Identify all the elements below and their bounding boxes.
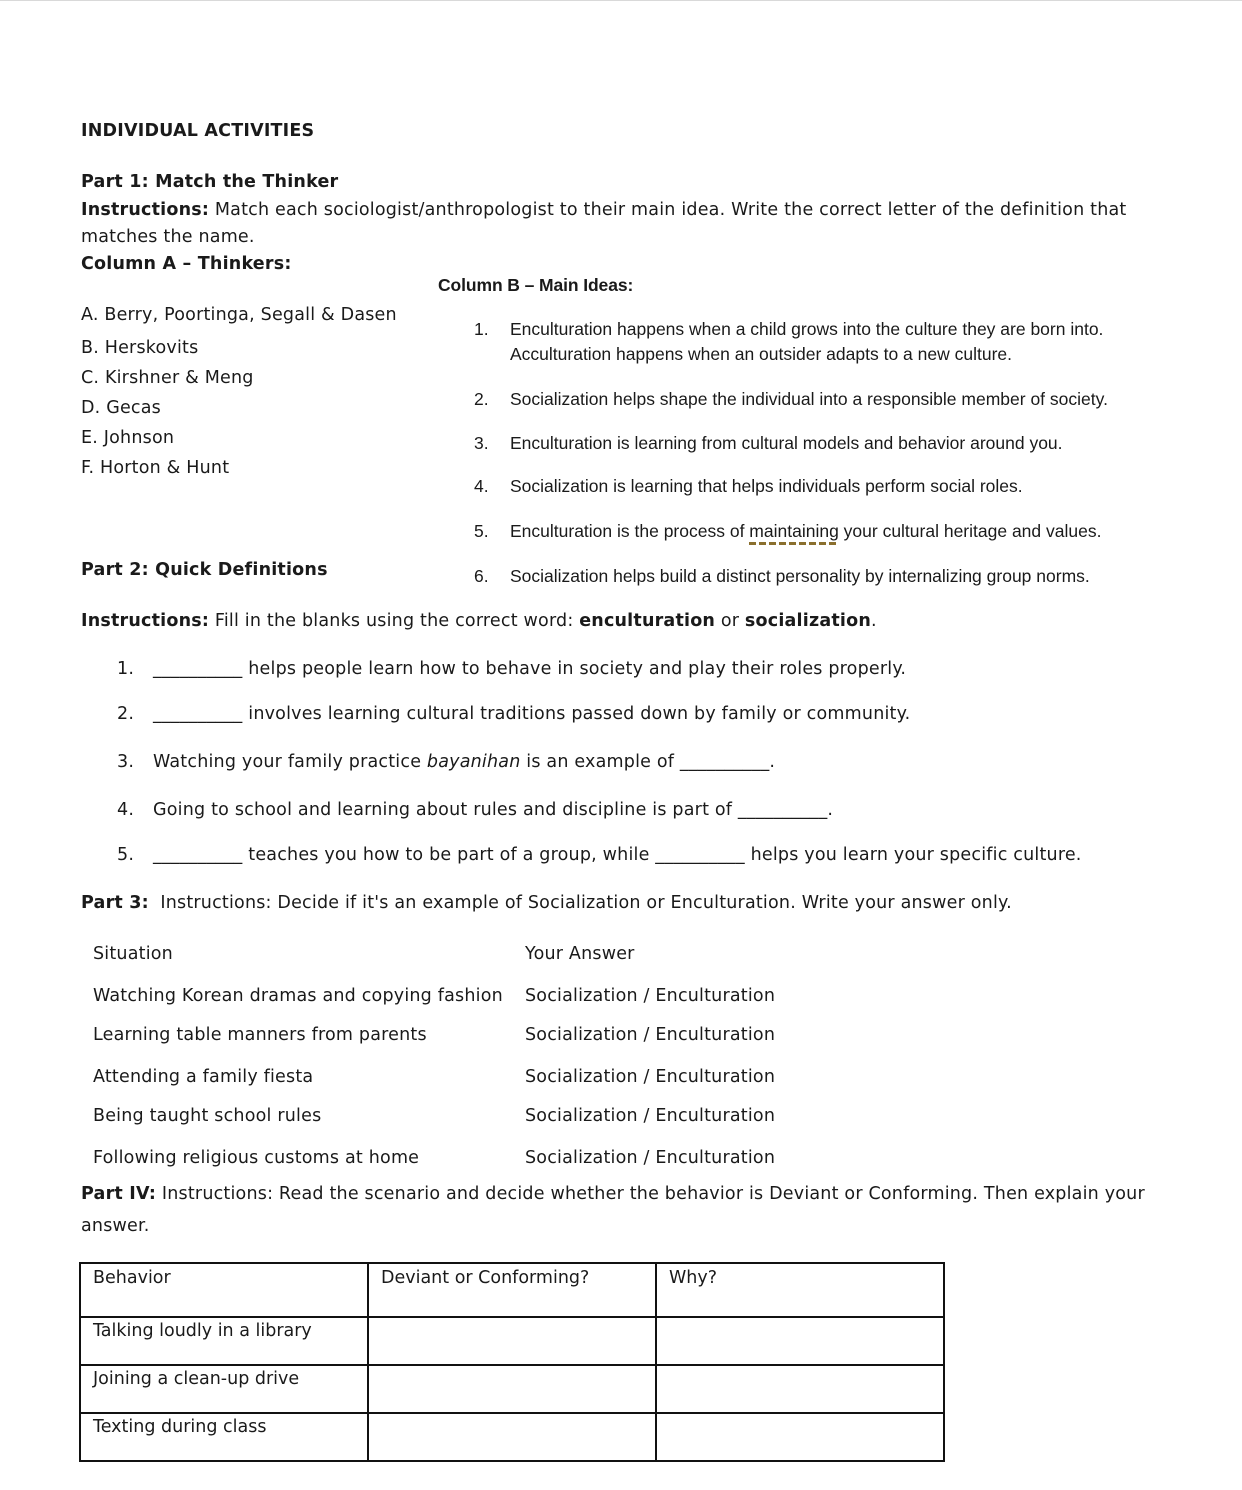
idea-number: 3.: [474, 433, 489, 453]
deviant-conforming-answer-cell[interactable]: [368, 1413, 656, 1461]
thinker-item: C. Kirshner & Meng: [81, 368, 254, 388]
idea-text: Socialization is learning that helps individuals perform social roles.: [510, 476, 1023, 496]
table-row: [80, 1413, 944, 1461]
answer-cell: Socialization / Enculturation: [525, 986, 776, 1006]
instructions-label: Instructions:: [81, 611, 210, 631]
fill-item-number: 2.: [117, 704, 135, 724]
why-answer-cell[interactable]: [656, 1365, 944, 1413]
instructions-or: or: [715, 611, 745, 631]
answer-cell: Socialization / Enculturation: [525, 1106, 776, 1126]
part2-instructions: [81, 610, 877, 632]
deviant-conforming-answer-cell[interactable]: [368, 1365, 656, 1413]
part2-heading: Part 2: Quick Definitions: [81, 560, 328, 580]
column-a-title: Column A – Thinkers:: [81, 254, 292, 274]
part1-instructions-cont: matches the name.: [81, 227, 255, 247]
idea-text: Enculturation happens when a child grows into the culture they are born into.: [510, 319, 1104, 339]
behavior-table: [79, 1262, 945, 1462]
thinker-item: F. Horton & Hunt: [81, 458, 230, 478]
behavior-cell: Texting during class: [80, 1413, 368, 1461]
fill-item-post: is an example of __________.: [520, 752, 776, 772]
why-answer-cell[interactable]: [656, 1413, 944, 1461]
answer-cell: Socialization / Enculturation: [525, 1025, 776, 1045]
answer-cell: Socialization / Enculturation: [525, 1148, 776, 1168]
idea-text: Acculturation happens when an outsider adapts to a new culture.: [510, 344, 1012, 364]
fill-item-text: __________ helps people learn how to behave in society and play their roles properly.: [153, 659, 907, 679]
instructions-text: Instructions: Read the scenario and decide whether the behavior is Deviant or Conforming. Then explain your: [161, 1184, 1145, 1204]
behavior-cell: Talking loudly in a library: [80, 1317, 368, 1365]
part3-instructions: [81, 892, 1012, 914]
situation-cell: Learning table manners from parents: [93, 1025, 427, 1045]
instructions-text: Fill in the blanks using the correct word:: [214, 611, 580, 631]
part4-instructions: [81, 1183, 1145, 1205]
keyword-enculturation: enculturation: [579, 611, 716, 631]
spellcheck-underlined-word: maintaining: [749, 521, 839, 541]
fill-item-number: 4.: [117, 800, 135, 820]
thinker-item: E. Johnson: [81, 428, 175, 448]
part3-label: Part 3:: [81, 893, 149, 913]
idea-number: 1.: [474, 319, 489, 339]
answer-column-header: Your Answer: [525, 944, 635, 964]
fill-item-number: 3.: [117, 752, 135, 772]
fill-item-text: [153, 751, 775, 773]
idea-text-pre: Enculturation is the process of: [510, 521, 750, 541]
idea-text-post: your cultural heritage and values.: [838, 521, 1102, 541]
situation-column-header: Situation: [93, 944, 173, 964]
idea-text: [510, 520, 1101, 542]
instructions-period: .: [870, 611, 877, 631]
part4-label: Part IV:: [81, 1184, 157, 1204]
header-behavior: Behavior: [80, 1263, 368, 1317]
thinker-item: A. Berry, Poortinga, Segall & Dasen: [81, 305, 397, 325]
situation-cell: Watching Korean dramas and copying fashion: [93, 986, 503, 1006]
idea-text: Socialization helps build a distinct personality by internalizing group norms.: [510, 566, 1090, 586]
page-top-border: [0, 0, 1242, 1]
idea-number: 5.: [474, 521, 489, 541]
instructions-text: Match each sociologist/anthropologist to their main idea. Write the correct letter of the definition that: [214, 200, 1127, 220]
idea-number: 6.: [474, 566, 489, 586]
answer-cell: Socialization / Enculturation: [525, 1067, 776, 1087]
idea-number: 4.: [474, 476, 489, 496]
fill-item-text: __________ teaches you how to be part of a group, while __________ helps you learn your specific culture.: [153, 845, 1082, 865]
part1-heading: Part 1: Match the Thinker: [81, 172, 339, 192]
why-answer-cell[interactable]: [656, 1317, 944, 1365]
header-why: Why?: [656, 1263, 944, 1317]
situation-cell: Being taught school rules: [93, 1106, 322, 1126]
deviant-conforming-answer-cell[interactable]: [368, 1317, 656, 1365]
idea-number: 2.: [474, 389, 489, 409]
header-deviant-or-conforming: Deviant or Conforming?: [368, 1263, 656, 1317]
idea-text: Socialization helps shape the individual into a responsible member of society.: [510, 389, 1108, 409]
page-title: INDIVIDUAL ACTIVITIES: [81, 121, 315, 141]
table-row: [80, 1317, 944, 1365]
fill-item-number: 1.: [117, 659, 135, 679]
column-b-title: Column B – Main Ideas:: [438, 275, 634, 295]
fill-item-text: __________ involves learning cultural traditions passed down by family or community.: [153, 704, 911, 724]
idea-text: Enculturation is learning from cultural models and behavior around you.: [510, 433, 1063, 453]
thinker-item: B. Herskovits: [81, 338, 199, 358]
fill-item-number: 5.: [117, 845, 135, 865]
behavior-cell: Joining a clean-up drive: [80, 1365, 368, 1413]
situation-cell: Following religious customs at home: [93, 1148, 420, 1168]
instructions-text: Instructions: Decide if it's an example of Socialization or Enculturation. Write your answer only.: [160, 893, 1012, 913]
fill-item-pre: Watching your family practice: [153, 752, 427, 772]
part4-instructions-cont: answer.: [81, 1216, 150, 1236]
situation-cell: Attending a family fiesta: [93, 1067, 314, 1087]
fill-item-italic: bayanihan: [426, 752, 521, 772]
table-header-row: [80, 1263, 944, 1317]
fill-item-text: Going to school and learning about rules and discipline is part of __________.: [153, 800, 834, 820]
part1-instructions: [81, 199, 1126, 221]
keyword-socialization: socialization: [744, 611, 871, 631]
table-row: [80, 1365, 944, 1413]
instructions-label: Instructions:: [81, 200, 210, 220]
thinker-item: D. Gecas: [81, 398, 161, 418]
